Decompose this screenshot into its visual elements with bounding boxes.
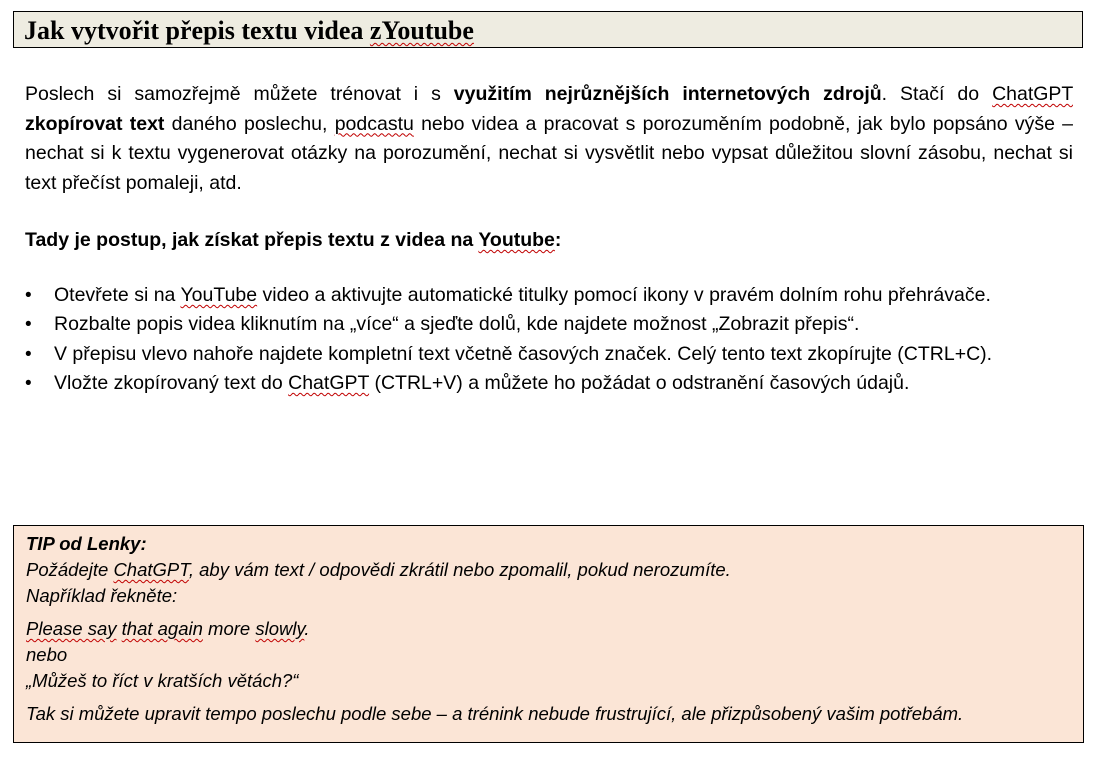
page-title — [24, 16, 474, 45]
tip-spacer — [26, 694, 1071, 701]
bullet-icon: • — [25, 343, 32, 365]
step-text: Vložte zkopírovaný text do — [54, 371, 289, 394]
tip-czech-example: „Můžeš to říct v kratších větách?“ — [26, 670, 299, 691]
tip-box — [13, 525, 1084, 743]
heading-box — [13, 11, 1083, 48]
page-title-misspelled-word: zYoutube — [369, 16, 474, 45]
list-item — [25, 281, 1075, 310]
intro-text-4: nebo videa a pracovat s porozuměním podobně, jak bylo popsáno výše – nechat si k textu vygenerovat otázky na porozumění, nechat si vysvětlit nebo vypsat důležitou slovní zásobu, nechat si text přečíst pomaleji, atd. — [25, 112, 1073, 194]
intro-podcast-word: podcastu — [334, 112, 414, 135]
tip-english-word: that again — [121, 618, 203, 639]
steps-heading-youtube-word: Youtube — [478, 229, 555, 251]
tip-line-1 — [26, 557, 1071, 583]
step-text: V přepisu vlevo nahoře najdete kompletní text včetně časových značek. Celý tento text zkopírujte (CTRL+C). — [54, 342, 993, 365]
tip-text: . — [304, 618, 310, 639]
steps-list — [25, 281, 1075, 398]
steps-heading-text: Tady je postup, jak získat přepis textu z videa na — [25, 229, 479, 251]
step-text: (CTRL+V) a můžete ho požádat o odstranění časových údajů. — [369, 371, 910, 394]
steps-heading-colon: : — [554, 229, 562, 251]
tip-title: TIP od Lenky: — [26, 533, 147, 554]
intro-text-1: Poslech si samozřejmě můžete trénovat i s — [25, 83, 454, 105]
tip-text: Požádejte — [26, 559, 114, 580]
tip-text: more — [202, 618, 256, 639]
step-text: Rozbalte popis videa kliknutím na „více“ a sjeďte dolů, kde najdete možnost „Zobrazit přepis“. — [54, 313, 860, 336]
step-text: Otevřete si na — [54, 284, 181, 306]
step-chatgpt-word: ChatGPT — [288, 371, 370, 394]
page-title-text: Jak vytvořit přepis textu videa — [24, 16, 370, 45]
step-text: video a aktivujte automatické titulky pomocí ikony v pravém dolním rohu přehrávače. — [257, 284, 991, 306]
tip-spacer — [26, 609, 1071, 616]
tip-closing: Tak si můžete upravit tempo poslechu podle sebe – a trénink nebude frustrující, ale přizpůsobený vašim potřebám. — [26, 703, 964, 724]
list-item — [25, 310, 1075, 339]
tip-or: nebo — [26, 644, 68, 665]
tip-line-2: Například řekněte: — [26, 585, 178, 606]
intro-bold-2: zkopírovat text — [25, 112, 165, 135]
list-item — [25, 340, 1075, 369]
intro-chatgpt-word: ChatGPT — [992, 83, 1073, 105]
intro-text-3: daného poslechu, — [164, 112, 335, 135]
tip-text: , aby vám text / odpovědi zkrátil nebo zpomalil, pokud nerozumíte. — [188, 559, 731, 580]
intro-bold-1: využitím nejrůznějších internetových zdrojů — [453, 83, 882, 105]
tip-english-example — [26, 616, 1071, 642]
bullet-icon: • — [25, 285, 32, 306]
intro-paragraph — [25, 80, 1073, 198]
step-youtube-word: YouTube — [180, 284, 258, 306]
bullet-icon: • — [25, 314, 32, 336]
bullet-icon: • — [25, 372, 32, 394]
tip-chatgpt-word: ChatGPT — [113, 559, 189, 580]
intro-text-2: . Stačí do — [881, 83, 993, 105]
steps-heading — [25, 226, 561, 255]
list-item — [25, 369, 1075, 398]
tip-english-word: slowly — [255, 618, 305, 639]
tip-english-word: Please say — [26, 618, 117, 639]
